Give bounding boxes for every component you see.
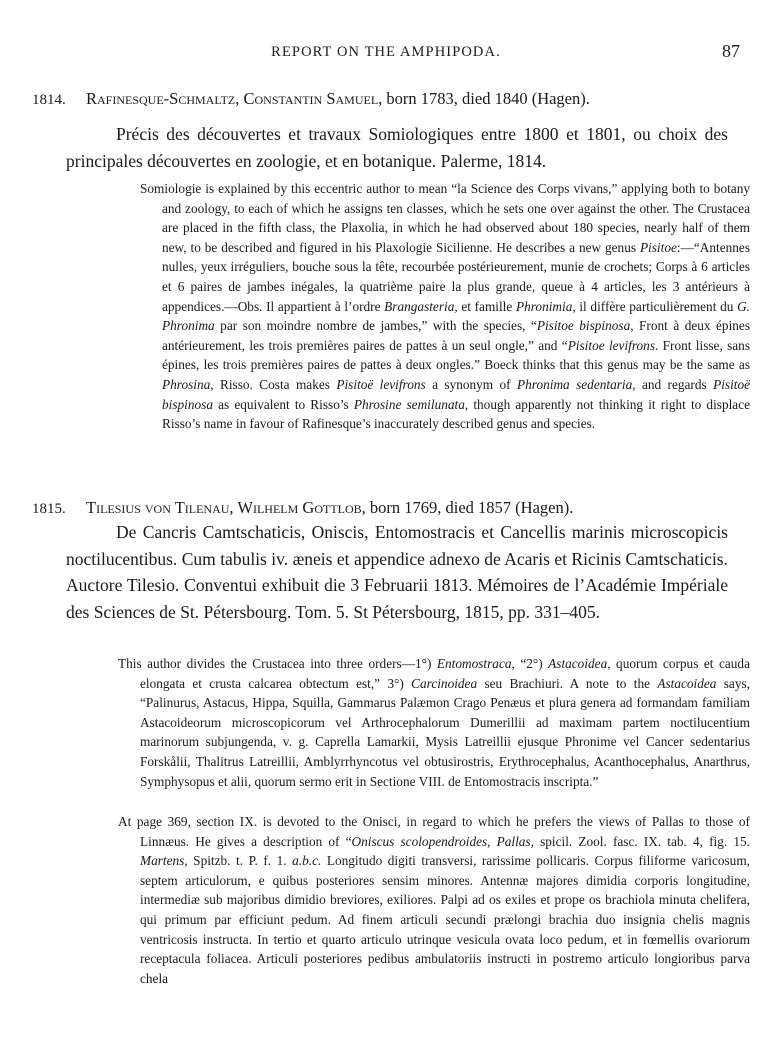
entry-note-1815 xyxy=(118,654,750,791)
entry-note2-1815 xyxy=(118,812,750,988)
italic-run: Phrosine semilunata xyxy=(353,396,465,412)
text-run: At page 369, section IX. is devoted to the Onisci, in regard to which he prefers the views of Pallas to those of Linnæus. He gives a description of “ xyxy=(118,814,750,849)
text-run: , Risso. Costa makes xyxy=(210,376,337,392)
page-number: 87 xyxy=(722,41,740,61)
italic-run: Pisitoë levifrons xyxy=(336,376,426,392)
running-title: REPORT ON THE AMPHIPODA. xyxy=(271,44,501,60)
text-run: :—“Antennes nulles, yeux irréguliers, bouche sous la tête, recourbée postérieurement, munie de crochets; Corps à 6 articles et 6 paires de jambes inégales, la quatrième paire la plus grande, queue à 4 articles, les 3 antérieurs à appendices.—Obs. Il appartient à l’ordre xyxy=(162,239,750,314)
italic-run: a.b.c. xyxy=(292,853,322,869)
italic-run: Pisitoe xyxy=(639,239,677,255)
text-run: , quorum corpus et cauda elongata et crusta calcarea obtectum est,” 3°) xyxy=(140,656,750,691)
text-run: , Spitzb. t. P. f. 1. xyxy=(184,853,293,869)
entry-author: Tilesius von Tilenau, Wilhelm Gottlob, xyxy=(86,498,366,517)
italic-run: Brangasteria xyxy=(384,298,455,314)
text-run: , et famille xyxy=(454,298,516,314)
entry-author: Rafinesque-Schmaltz, Constantin Samuel, xyxy=(86,89,383,108)
entry-citation-1814: Précis des découvertes et travaux Somiologiques entre 1800 et 1801, ou choix des principales découvertes en zoologie, et en botanique. Palerme, 1814. xyxy=(66,124,728,171)
text-run: , and regards xyxy=(632,376,714,392)
italic-run: Pisitoe bispinosa xyxy=(536,318,631,334)
text-run: says, “Palinurus, Astacus, Hippa, Squilla, Gammarus Palæmon Crago Penæus et plura genera ad formandam familiam Astacoideorum microscopicorum vel Arthrocephalorum Dumerillii ad maximam partem noctilucentium marinorum subjungenda, v. g. Caprella Lamarkii, Mysis Latreillii ejusque Phronime vel Cancer sedentarius Forskålii, Thalitrus Latreillii, Amblyrrhyncotus vel obtusirostris, Erythrocephalus, Acanthocephalus, Anarthrus, Symphysopus et alii, quorum sermo erit in Sectione VIII. de Entomostracis inscripta.” xyxy=(140,675,750,789)
text-run: as equivalent to Risso’s xyxy=(212,396,354,412)
text-run: Somiologie is explained by this eccentric author to mean “la Science des Corps vivans,” applying both to botany and zoology, to each of which he assigns ten classes, which he sets one over against the other. The Crustacea are placed in the fifth class, the Plaxolia, in which he had observed about 180 species, nearly half of them new, to be described and figured in his Plaxologie Sicilienne. He describes a new genus xyxy=(140,181,750,255)
entry-note-1814 xyxy=(140,179,750,434)
text-run: seu Brachiuri. A note to the xyxy=(477,675,658,691)
italic-run: Phronima sedentaria xyxy=(517,376,633,392)
running-head xyxy=(40,41,740,66)
text-run: , il diffère particulièrement du xyxy=(572,298,738,314)
italic-run: Astacoidea xyxy=(657,675,717,691)
entry-heading-1814 xyxy=(32,88,752,111)
entry-dates: born 1769, died 1857 (Hagen). xyxy=(369,498,574,517)
entry-number: 1814. xyxy=(32,92,66,108)
text-run: , though apparently not thinking it right to displace Risso’s name in favour of Rafinesque’s inaccurately described genus and species. xyxy=(162,396,751,432)
entry-heading-1815 xyxy=(32,497,752,520)
italic-run: Martens xyxy=(140,853,185,869)
entry-number: 1815. xyxy=(32,501,66,517)
entry-citation-1815: De Cancris Camtschaticis, Oniscis, Entomostracis et Cancellis marinis microscopicis noctilucentibus. Cum tabulis iv. æneis et appendice adnexo de Acaris et Ricinis Camtschaticis. Auctore Tilesio. Conventui exhibuit die 3 Februarii 1813. Mémoires de l’Académie Impériale des Sciences de St. Pétersbourg. Tom. 5. St Pétersbourg, 1815, pp. 331–405. xyxy=(66,522,728,622)
text-run: par son moindre nombre de jambes,” with the species, “ xyxy=(214,318,537,334)
italic-run: Phronimia xyxy=(515,298,573,314)
entry-dates: born 1783, died 1840 (Hagen). xyxy=(386,89,590,108)
text-run: This author divides the Crustacea into three orders—1°) xyxy=(118,656,437,671)
text-run: , “2°) xyxy=(511,656,549,671)
italic-run: Phrosina xyxy=(162,376,211,392)
italic-run: Pisitoe levifrons xyxy=(567,337,655,353)
text-run: . Front lisse, sans épines, les trois premières paires de pattes à deux ongles.” Boeck thinks that this genus may be the same as xyxy=(162,337,750,373)
italic-run: Entomostraca xyxy=(436,656,512,671)
italic-run: Astacoidea xyxy=(548,656,608,671)
italic-run: G. Phronima xyxy=(162,298,750,334)
italic-run: Carcinoidea xyxy=(411,675,478,691)
text-run: a synonym of xyxy=(425,376,518,392)
italic-run: Pisitoë bispinosa xyxy=(162,376,751,412)
text-run: , spicil. Zool. fasc. IX. tab. 4, fig. 15. xyxy=(530,833,750,849)
text-run: , Front à deux épines antérieurement, les trois premières paires de pattes à un seul ongle,” and “ xyxy=(162,318,750,353)
italic-run: Oniscus scolopendroides, Pallas xyxy=(351,833,531,849)
text-run: Longitudo digiti transversi, rarissime pollicaris. Corpus filiforme varicosum, septem articulorum, e quibus posteriores sensim minores. Antennæ majores dimidia corporis longitudine, intermediæ sub majoribus dimidio breviores, exiliores. Palpi ad os exiles et prope os brachiola minuta chelifera, qui primum par efficiunt pedum. Ad finem articuli secundi prælongi brachia duo insignia chelis magnis ventricosis instructa. In tertio et quarto articulo utrinque vesicula ovata loco pedum, et in fœmellis ovariorum receptacula foliacea. Articuli posteriores pedibus ambulatoriis instructi in postremo articulo longioribus parva chela xyxy=(140,853,750,986)
